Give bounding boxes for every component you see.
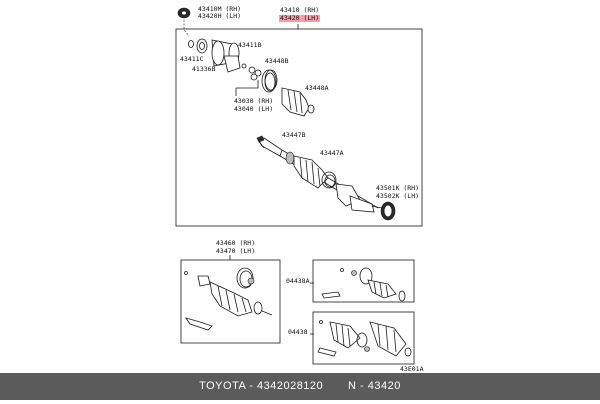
label-43502k: 43502K (LH) (376, 192, 420, 200)
label-43448a: 43448A (305, 84, 329, 92)
label-43420-highlight: 43420 (LH) (280, 14, 320, 22)
boot-kit-right-top (322, 268, 405, 301)
label-04438a: 04438A (286, 277, 310, 285)
label-43447a: 43447A (320, 149, 344, 157)
label-43411c: 43411C (180, 55, 204, 63)
inner-boot (282, 88, 314, 116)
boot-kit-left (185, 268, 273, 330)
label-41336b: 41336B (192, 65, 216, 73)
tripod-joint (242, 64, 261, 80)
caption-bar (0, 373, 600, 400)
label-43447b: 43447B (282, 131, 306, 139)
boot-kit-right-bottom (318, 321, 411, 357)
label-43448b: 43448B (265, 57, 289, 65)
label-43470: 43470 (LH) (216, 247, 256, 255)
dust-seal (381, 202, 395, 220)
label-43410: 43410 (RH) (280, 6, 320, 14)
outer-boot (286, 152, 328, 188)
label-43410m: 43410M (RH) (198, 5, 242, 13)
nut-part (178, 8, 190, 18)
label-04438: 04438 (288, 328, 308, 336)
boot-clamp (262, 70, 276, 92)
caption-text: TOYOTA - 4342028120 N - 43420 (199, 380, 401, 392)
label-43460: 43460 (RH) (216, 239, 256, 247)
figure-code: 43E01A (400, 365, 424, 373)
label-43420h: 43420H (LH) (198, 12, 242, 20)
label-43040: 43040 (LH) (234, 105, 274, 113)
label-43411b: 43411B (238, 41, 262, 49)
label-43501k: 43501K (RH) (376, 184, 420, 192)
label-43030: 43030 (RH) (234, 97, 274, 105)
